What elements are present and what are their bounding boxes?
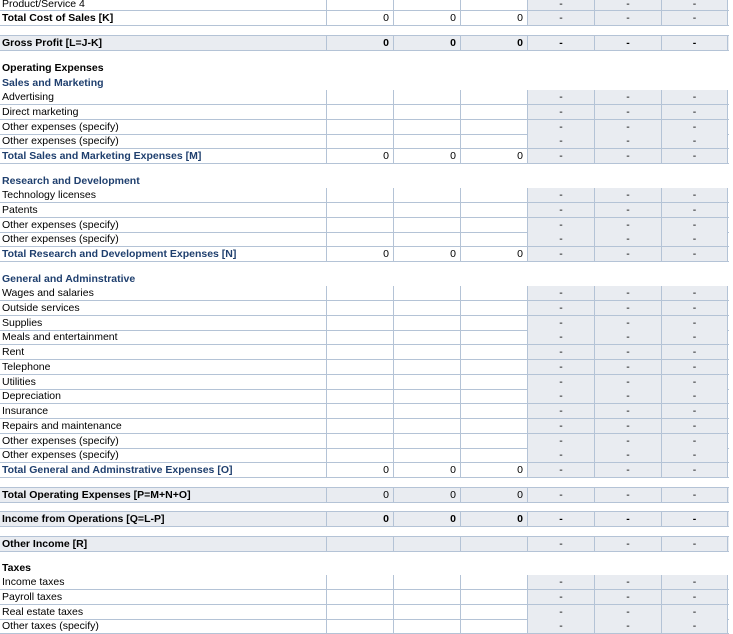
cell[interactable] <box>460 316 527 330</box>
cell: - <box>661 590 728 604</box>
cell[interactable] <box>460 286 527 300</box>
table-row <box>0 90 729 105</box>
cell: 0 <box>326 36 393 50</box>
cell: 0 <box>393 36 460 50</box>
cell: - <box>527 203 594 217</box>
cell[interactable] <box>460 203 527 217</box>
table-row <box>0 134 729 149</box>
cell[interactable] <box>460 419 527 433</box>
cell[interactable] <box>393 90 460 104</box>
cell[interactable] <box>393 105 460 119</box>
cell[interactable] <box>326 105 393 119</box>
cell[interactable] <box>326 404 393 418</box>
cell: 0 <box>393 149 460 163</box>
cell[interactable] <box>393 590 460 604</box>
cell[interactable] <box>326 434 393 448</box>
heading-general-admin: General and Adminstrative <box>2 273 136 285</box>
cell: - <box>594 120 661 134</box>
cell: - <box>594 434 661 448</box>
cell: - <box>527 345 594 359</box>
cell[interactable] <box>460 120 527 134</box>
row-label: Other expenses (specify) <box>2 449 119 461</box>
cell[interactable] <box>326 232 393 246</box>
cell[interactable] <box>460 360 527 374</box>
cell[interactable] <box>326 218 393 232</box>
cell[interactable] <box>393 404 460 418</box>
cell[interactable] <box>326 316 393 330</box>
row-label: Other taxes (specify) <box>2 620 99 632</box>
cell: 0 <box>326 11 393 25</box>
cell: - <box>527 619 594 633</box>
cell: 0 <box>326 463 393 477</box>
row-label: Real estate taxes <box>2 606 84 618</box>
table-row <box>0 575 729 590</box>
cell: - <box>661 203 728 217</box>
cell[interactable] <box>326 575 393 589</box>
cell: - <box>527 404 594 418</box>
cell: - <box>527 149 594 163</box>
cell: - <box>527 105 594 119</box>
cell: 0 <box>460 11 527 25</box>
row-label: Other expenses (specify) <box>2 121 119 133</box>
cell[interactable] <box>393 218 460 232</box>
cell: - <box>527 286 594 300</box>
cell[interactable] <box>326 330 393 344</box>
row-label: Total Sales and Marketing Expenses [M] <box>2 150 202 162</box>
cell: - <box>527 134 594 148</box>
table-row <box>0 35 729 51</box>
cell[interactable] <box>460 590 527 604</box>
cell: - <box>527 232 594 246</box>
row-label: Total Cost of Sales [K] <box>2 12 114 24</box>
cell[interactable] <box>460 330 527 344</box>
cell: - <box>594 11 661 25</box>
cell[interactable] <box>326 188 393 202</box>
cell[interactable] <box>460 301 527 315</box>
cell: - <box>661 404 728 418</box>
table-row <box>0 188 729 203</box>
cell: - <box>661 120 728 134</box>
cell[interactable] <box>326 286 393 300</box>
cell: - <box>594 203 661 217</box>
row-label: Other Income [R] <box>2 538 88 550</box>
cell[interactable] <box>393 0 460 10</box>
table-row <box>0 448 729 463</box>
row-label: Product/Service 4 <box>2 0 85 10</box>
cell[interactable] <box>460 434 527 448</box>
cell: 0 <box>326 247 393 261</box>
table-row <box>0 149 729 164</box>
cell: - <box>661 575 728 589</box>
row-label: Income from Operations [Q=L-P] <box>2 513 165 525</box>
cell[interactable] <box>326 360 393 374</box>
cell: - <box>527 0 594 10</box>
table-row <box>0 419 729 434</box>
table-row <box>0 360 729 375</box>
row-label: Meals and entertainment <box>2 331 118 343</box>
cell: - <box>594 105 661 119</box>
cell: - <box>594 247 661 261</box>
cell: - <box>594 488 661 502</box>
table-row <box>0 330 729 345</box>
cell: - <box>527 247 594 261</box>
cell: 0 <box>460 36 527 50</box>
cell: - <box>661 188 728 202</box>
cell: - <box>594 134 661 148</box>
cell <box>460 537 527 551</box>
cell: - <box>661 134 728 148</box>
cell: - <box>661 11 728 25</box>
row-label: Other expenses (specify) <box>2 219 119 231</box>
cell: 0 <box>460 512 527 526</box>
cell: - <box>527 575 594 589</box>
cell: - <box>527 419 594 433</box>
heading-taxes: Taxes <box>2 562 31 574</box>
cell <box>393 537 460 551</box>
cell: - <box>527 120 594 134</box>
cell: 0 <box>460 149 527 163</box>
cell: - <box>661 488 728 502</box>
cell[interactable] <box>393 286 460 300</box>
cell: - <box>527 434 594 448</box>
cell: - <box>527 463 594 477</box>
cell: - <box>661 434 728 448</box>
cell: - <box>594 149 661 163</box>
cell[interactable] <box>393 419 460 433</box>
cell: - <box>594 360 661 374</box>
cell: - <box>594 463 661 477</box>
cell: - <box>594 619 661 633</box>
cell: - <box>594 345 661 359</box>
table-row <box>0 286 729 301</box>
table-row <box>0 605 729 620</box>
cell[interactable] <box>326 419 393 433</box>
cell[interactable] <box>460 575 527 589</box>
cell[interactable] <box>393 434 460 448</box>
heading-operating-expenses: Operating Expenses <box>2 62 104 74</box>
row-label: Patents <box>2 204 38 216</box>
row-label: Total Operating Expenses [P=M+N+O] <box>2 489 191 501</box>
cell: - <box>594 404 661 418</box>
table-row <box>0 345 729 360</box>
cell: - <box>594 232 661 246</box>
cell: - <box>594 218 661 232</box>
cell: - <box>527 218 594 232</box>
cell[interactable] <box>393 120 460 134</box>
row-label: Total Research and Development Expenses [N] <box>2 248 237 260</box>
cell[interactable] <box>460 345 527 359</box>
table-row <box>0 536 729 552</box>
cell: - <box>594 301 661 315</box>
cell[interactable] <box>460 0 527 10</box>
cell: - <box>527 188 594 202</box>
cell: - <box>527 330 594 344</box>
cell: - <box>594 188 661 202</box>
cell: - <box>527 605 594 619</box>
cell: - <box>594 90 661 104</box>
cell: 0 <box>326 488 393 502</box>
cell: - <box>661 389 728 403</box>
cell: - <box>661 448 728 462</box>
cell[interactable] <box>326 90 393 104</box>
cell: - <box>594 419 661 433</box>
cell[interactable] <box>393 448 460 462</box>
table-row <box>0 105 729 120</box>
row-label: Depreciation <box>2 390 61 402</box>
cell[interactable] <box>393 619 460 633</box>
cell[interactable] <box>326 134 393 148</box>
cell[interactable] <box>393 316 460 330</box>
cell[interactable] <box>326 375 393 389</box>
cell: - <box>661 360 728 374</box>
cell: 0 <box>326 512 393 526</box>
cell: - <box>661 232 728 246</box>
cell[interactable] <box>393 575 460 589</box>
cell: - <box>661 286 728 300</box>
cell: - <box>527 90 594 104</box>
cell[interactable] <box>393 188 460 202</box>
row-label: Outside services <box>2 302 80 314</box>
row-label: Payroll taxes <box>2 591 63 603</box>
cell: - <box>661 301 728 315</box>
row-label: Gross Profit [L=J-K] <box>2 37 103 49</box>
cell: - <box>527 512 594 526</box>
cell: - <box>594 448 661 462</box>
row-label: Supplies <box>2 317 43 329</box>
cell: - <box>594 0 661 10</box>
cell: - <box>527 590 594 604</box>
cell: 0 <box>393 512 460 526</box>
cell: - <box>594 537 661 551</box>
cell[interactable] <box>326 345 393 359</box>
cell: - <box>594 330 661 344</box>
cell: - <box>661 316 728 330</box>
cell: - <box>661 247 728 261</box>
table-row <box>0 0 729 11</box>
cell[interactable] <box>460 605 527 619</box>
table-row <box>0 11 729 26</box>
cell[interactable] <box>326 389 393 403</box>
cell: - <box>594 316 661 330</box>
cell: - <box>527 389 594 403</box>
cell: - <box>527 375 594 389</box>
cell: 0 <box>460 488 527 502</box>
row-label: Income taxes <box>2 576 65 588</box>
cell: - <box>594 512 661 526</box>
table-row <box>0 619 729 634</box>
cell: - <box>527 537 594 551</box>
cell: - <box>527 448 594 462</box>
cell: - <box>661 149 728 163</box>
row-label: Repairs and maintenance <box>2 420 122 432</box>
cell: - <box>661 345 728 359</box>
cell: - <box>527 11 594 25</box>
cell: - <box>527 488 594 502</box>
cell[interactable] <box>393 389 460 403</box>
row-label: Total General and Adminstrative Expenses [O] <box>2 464 233 476</box>
table-row <box>0 511 729 527</box>
cell[interactable] <box>326 448 393 462</box>
cell[interactable] <box>460 389 527 403</box>
cell[interactable] <box>460 134 527 148</box>
table-row <box>0 120 729 135</box>
table-row <box>0 218 729 233</box>
row-label: Other expenses (specify) <box>2 135 119 147</box>
cell: - <box>594 286 661 300</box>
cell[interactable] <box>326 619 393 633</box>
cell: - <box>661 375 728 389</box>
heading-research-development: Research and Development <box>2 175 140 187</box>
cell: - <box>661 463 728 477</box>
row-label: Direct marketing <box>2 106 79 118</box>
cell <box>326 537 393 551</box>
cell: - <box>594 590 661 604</box>
row-label: Technology licenses <box>2 189 96 201</box>
cell: - <box>661 0 728 10</box>
row-label: Utilities <box>2 376 36 388</box>
cell[interactable] <box>460 218 527 232</box>
cell[interactable] <box>460 619 527 633</box>
table-row <box>0 232 729 247</box>
row-label: Other expenses (specify) <box>2 233 119 245</box>
cell[interactable] <box>393 232 460 246</box>
cell: - <box>661 218 728 232</box>
row-label: Advertising <box>2 91 54 103</box>
cell: - <box>661 512 728 526</box>
cell[interactable] <box>460 375 527 389</box>
cell: 0 <box>326 149 393 163</box>
cell[interactable] <box>393 330 460 344</box>
cell: - <box>594 36 661 50</box>
cell[interactable] <box>460 188 527 202</box>
table-row <box>0 316 729 331</box>
cell: - <box>594 375 661 389</box>
cell: 0 <box>393 11 460 25</box>
cell[interactable] <box>393 360 460 374</box>
cell: - <box>594 389 661 403</box>
cell[interactable] <box>460 90 527 104</box>
cell: - <box>661 105 728 119</box>
cell: - <box>661 419 728 433</box>
cell[interactable] <box>326 120 393 134</box>
cell[interactable] <box>326 590 393 604</box>
table-row <box>0 389 729 404</box>
cell[interactable] <box>326 203 393 217</box>
cell: - <box>527 36 594 50</box>
table-row <box>0 487 729 503</box>
cell: 0 <box>393 247 460 261</box>
cell[interactable] <box>393 375 460 389</box>
cell[interactable] <box>393 203 460 217</box>
table-row <box>0 434 729 449</box>
cell[interactable] <box>393 134 460 148</box>
cell: 0 <box>460 247 527 261</box>
cell: - <box>661 619 728 633</box>
cell: - <box>527 316 594 330</box>
cell[interactable] <box>326 605 393 619</box>
cell[interactable] <box>326 0 393 10</box>
cell[interactable] <box>460 105 527 119</box>
cell[interactable] <box>460 448 527 462</box>
cell[interactable] <box>393 345 460 359</box>
cell: 0 <box>393 488 460 502</box>
cell: 0 <box>460 463 527 477</box>
cell[interactable] <box>460 404 527 418</box>
table-row <box>0 590 729 605</box>
row-label: Wages and salaries <box>2 287 94 299</box>
table-row <box>0 404 729 419</box>
cell: - <box>661 330 728 344</box>
cell: - <box>661 537 728 551</box>
cell[interactable] <box>460 232 527 246</box>
cell: 0 <box>393 463 460 477</box>
cell: - <box>527 301 594 315</box>
row-label: Rent <box>2 346 25 358</box>
cell[interactable] <box>393 605 460 619</box>
cell: - <box>661 605 728 619</box>
row-label: Other expenses (specify) <box>2 435 119 447</box>
table-row <box>0 375 729 390</box>
cell: - <box>594 605 661 619</box>
cell: - <box>661 90 728 104</box>
cell: - <box>527 360 594 374</box>
table-row <box>0 247 729 262</box>
cell: - <box>661 36 728 50</box>
row-label: Telephone <box>2 361 51 373</box>
cell: - <box>594 575 661 589</box>
cell[interactable] <box>326 301 393 315</box>
table-row <box>0 203 729 218</box>
table-row <box>0 301 729 316</box>
cell[interactable] <box>393 301 460 315</box>
row-label: Insurance <box>2 405 49 417</box>
table-row <box>0 463 729 478</box>
heading-sales-marketing: Sales and Marketing <box>2 77 104 89</box>
